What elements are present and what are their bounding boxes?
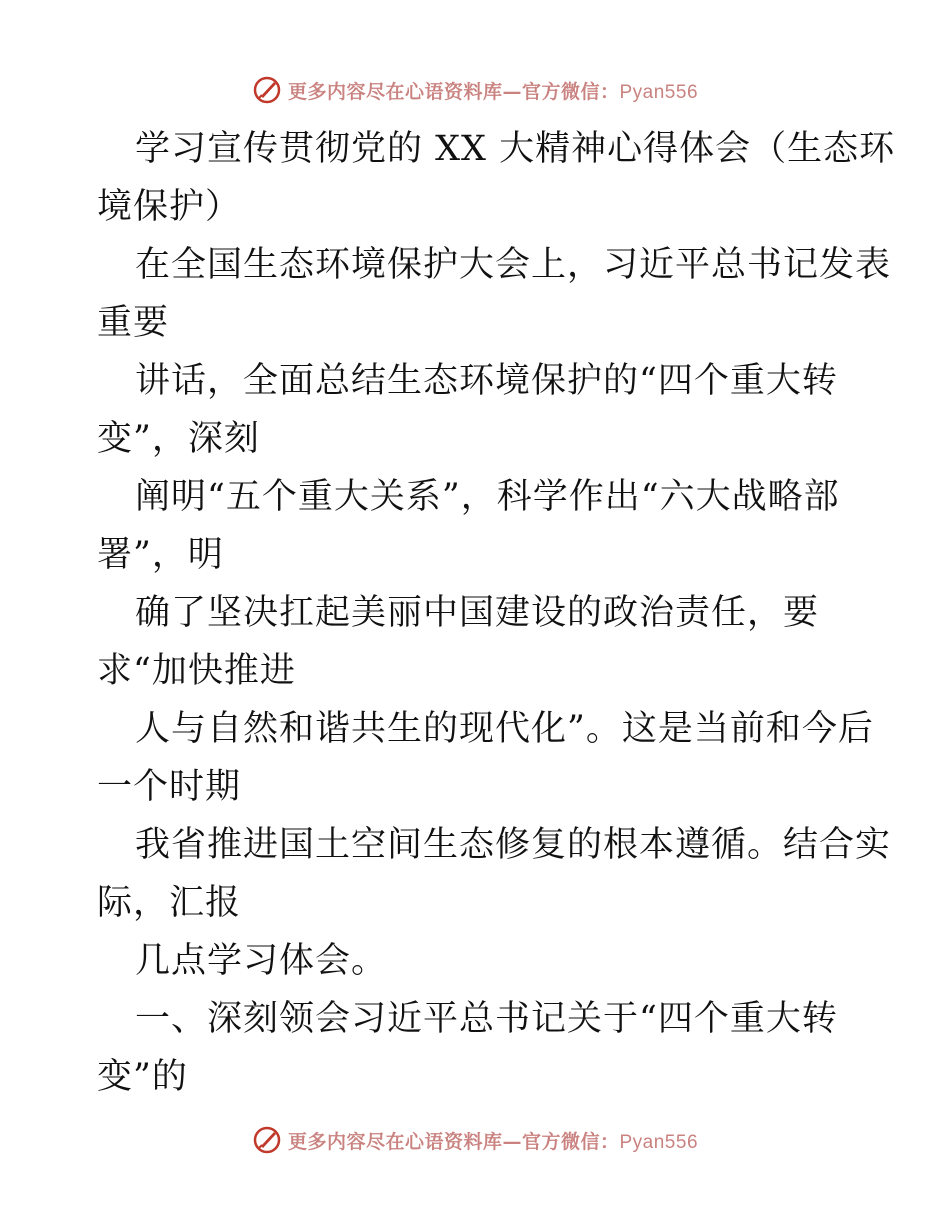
- footer-watermark: [0, 1120, 950, 1160]
- text-line: 一个时期: [97, 767, 242, 807]
- quill-logo-icon: [252, 1125, 282, 1155]
- text-line: 际，汇报: [97, 883, 242, 923]
- text-line: 讲话，全面总结生态环境保护的“四个重大转: [135, 361, 838, 401]
- document-body: [97, 120, 896, 1106]
- text-line: 署”，明: [97, 535, 224, 575]
- text-line: 几点学习体会。: [135, 941, 388, 981]
- quill-logo-icon: [252, 75, 282, 105]
- text-line: 我省推进国土空间生态修复的根本遵循。结合实: [135, 825, 892, 865]
- text-line: 确了坚决扛起美丽中国建设的政治责任，要: [135, 593, 820, 633]
- text-line: 学习宣传贯彻党的 XX 大精神心得体会（生态环: [135, 129, 896, 169]
- text-line: 一、深刻领会习近平总书记关于“四个重大转: [135, 999, 838, 1039]
- text-line: 在全国生态环境保护大会上，习近平总书记发表: [135, 245, 892, 285]
- text-line: 人与自然和谐共生的现代化”。这是当前和今后: [135, 709, 874, 749]
- text-line: 变”，深刻: [97, 419, 260, 459]
- header-watermark: [0, 70, 950, 110]
- text-line: 求“加快推进: [97, 651, 296, 691]
- watermark-text: 更多内容尽在心语资料库—官方微信：Pyan556: [287, 1130, 699, 1153]
- text-line: 变”的: [97, 1057, 188, 1097]
- text-line: 阐明“五个重大关系”，科学作出“六大战略部: [135, 477, 840, 517]
- text-line: 重要: [97, 303, 170, 343]
- text-line: 境保护）: [97, 187, 242, 227]
- watermark-text: 更多内容尽在心语资料库—官方微信：Pyan556: [287, 80, 699, 103]
